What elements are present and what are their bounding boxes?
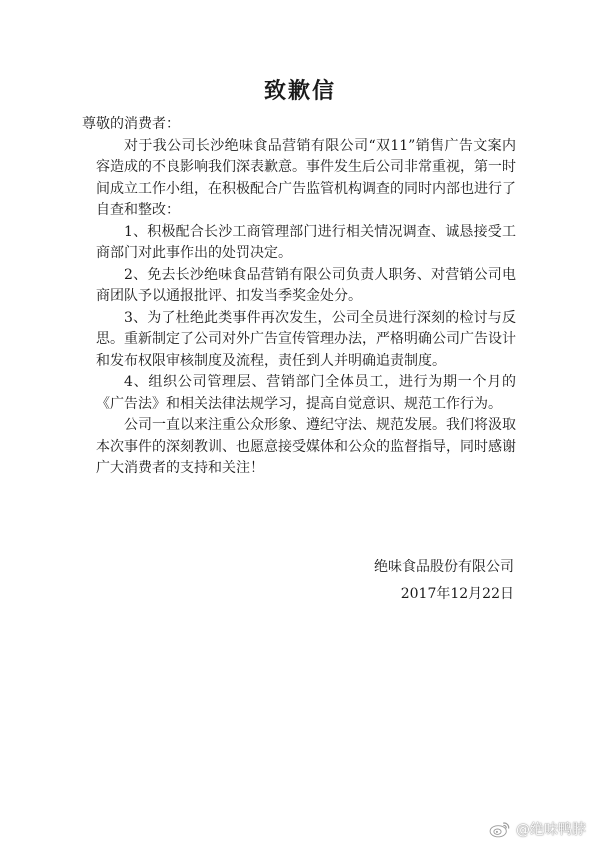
- letter-body: [82, 114, 516, 480]
- letter-salutation: 尊敬的消费者：: [82, 116, 180, 132]
- letter-paragraph: 1、积极配合长沙工商管理部门进行相关情况调查、诚恳接受工商部门对此事作出的处罚决定。: [96, 223, 516, 261]
- letter-paragraph: 4、组织公司管理层、营销部门全体员工，进行为期一个月的《广告法》和相关法律法规学习，提高自觉意识、规范工作行为。: [96, 374, 516, 412]
- signature-company: 绝味食品股份有限公司: [374, 559, 514, 575]
- letter-paragraph: 2、免去长沙绝味食品营销有限公司负责人职务、对营销公司电商团队予以通报批评、扣发当季奖金处分。: [96, 266, 516, 304]
- watermark-text: @绝味鸭脖: [516, 822, 586, 838]
- signature-date: 2017年12月22日: [400, 586, 514, 602]
- weibo-watermark: [489, 819, 586, 839]
- letter-paragraph: 公司一直以来注重公众形象、遵纪守法、规范发展。我们将汲取本次事件的深刻教训、也愿意接受媒体和公众的监督指导，同时感谢广大消费者的支持和关注！: [96, 417, 516, 476]
- letter-paragraph: 对于我公司长沙绝味食品营销有限公司“双11”销售广告文案内容造成的不良影响我们深表歉意。事件发生后公司非常重视，第一时间成立工作小组，在积极配合广告监管机构调查的同时内部也进行了自查和整改：: [96, 137, 516, 218]
- weibo-icon: [489, 820, 511, 838]
- letter-paragraph: 3、为了杜绝此类事件再次发生，公司全员进行深刻的检讨与反思。重新制定了公司对外广告宣传管理办法，严格明确公司广告设计和发布权限审核制度及流程，责任到人并明确追责制度。: [96, 309, 516, 369]
- letter-title: 致歉信: [263, 78, 336, 104]
